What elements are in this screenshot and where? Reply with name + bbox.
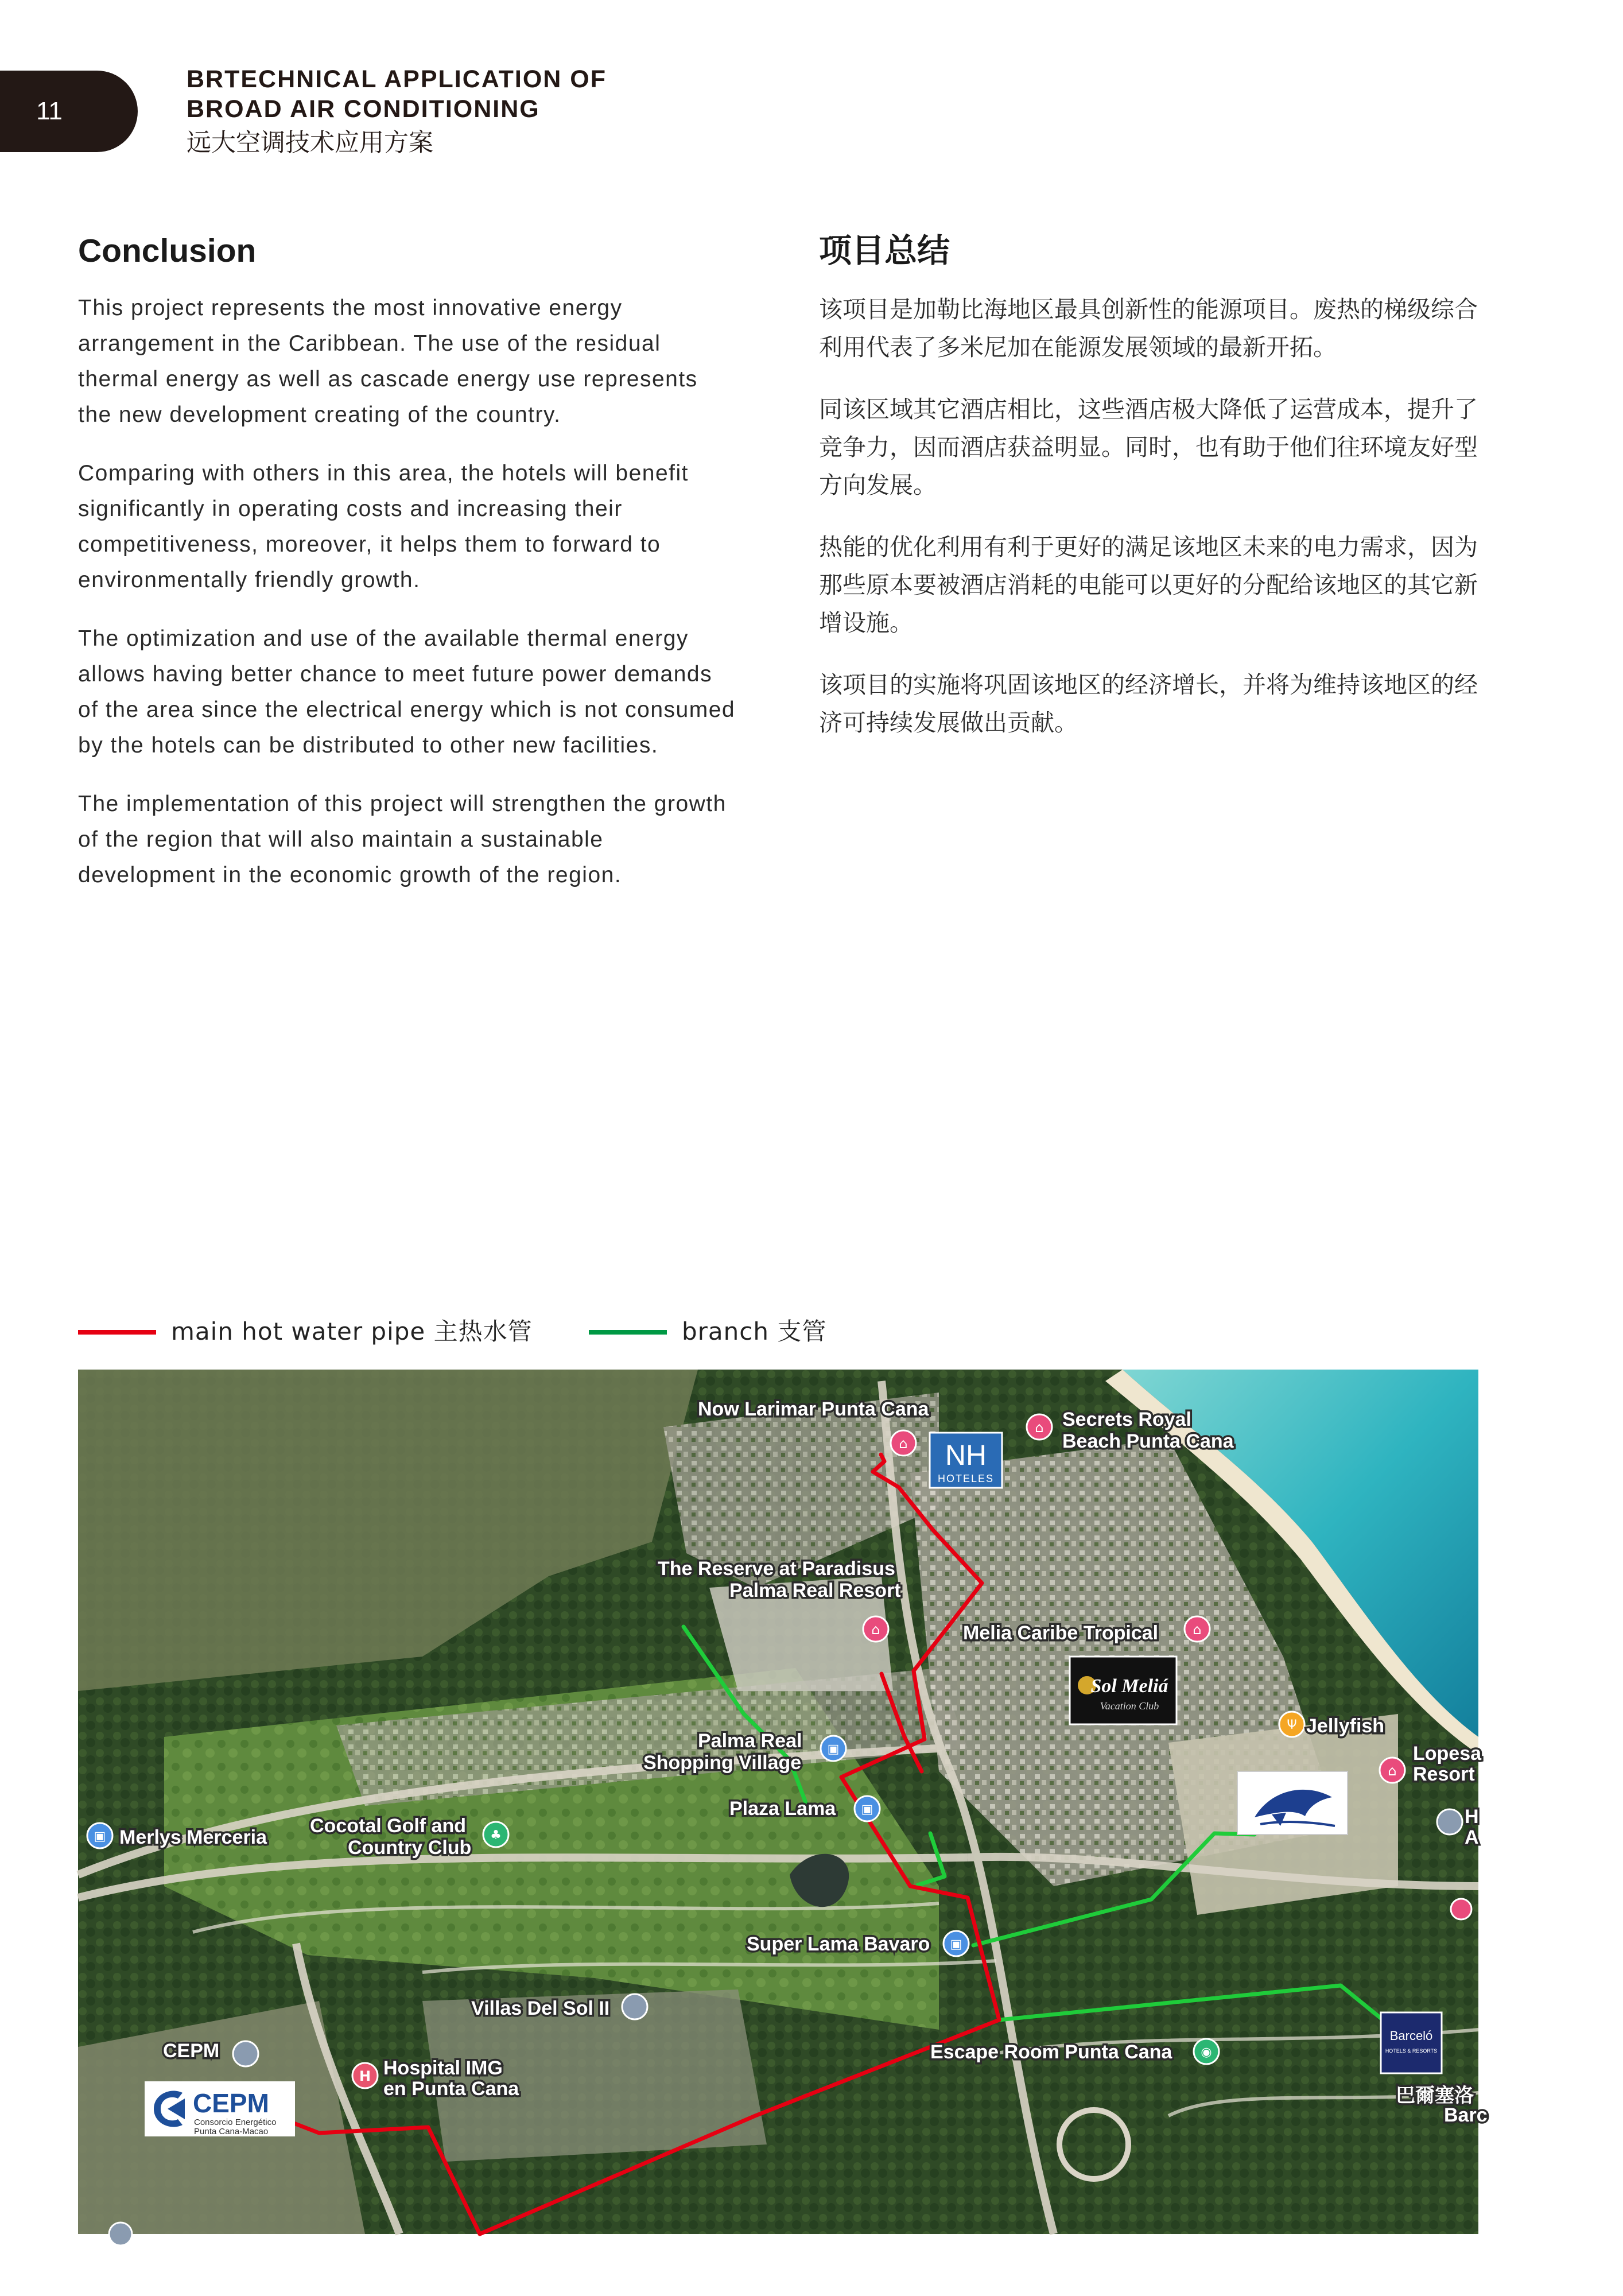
svg-text:◉: ◉ — [1201, 2045, 1212, 2060]
header-title-line-1: BRTECHNICAL APPLICATION OF — [187, 65, 607, 93]
map-label: A — [1465, 1826, 1479, 1848]
map-label: Beach Punta Cana — [1062, 1430, 1234, 1452]
place-pin-escape-room[interactable] — [1194, 2039, 1219, 2064]
chinese-paragraph: 该项目的实施将巩固该地区的经济增长，并将为维持该地区的经济可持续发展做出贡献。 — [819, 671, 1478, 736]
english-paragraph: This project represents the most innovative energy arrangement in the Caribbean. The use of the residual thermal energy as well as cascade energy use represents the new development creating of the country. — [78, 296, 698, 427]
english-paragraph: The optimization and use of the available thermal energy allows having better chance to meet future power demands of the area since the electrical energy which is not consumed by the hotels can be distributed to other new facilities. — [78, 626, 736, 758]
chinese-paragraph: 该项目是加勒比海地区最具创新性的能源项目。废热的梯级综合利用代表了多米尼加在能源发展领域的最新开拓。 — [819, 296, 1478, 361]
food-pin-jellyfish[interactable] — [1279, 1712, 1304, 1737]
map-label: Resort — [1413, 1763, 1475, 1785]
shop-pin-plaza-lama[interactable] — [855, 1796, 880, 1821]
svg-text:Ψ: Ψ — [1287, 1718, 1297, 1732]
page-number: 11 — [36, 97, 63, 125]
branch-pipe-swatch — [589, 1330, 667, 1335]
map-label: H — [1465, 1806, 1479, 1828]
map-label: Plaza Lama — [729, 1798, 836, 1820]
hotel-pin-now-larimar[interactable] — [891, 1430, 916, 1456]
english-paragraph: Comparing with others in this area, the hotels will benefit significantly in operating costs and increasing their competitiveness, moreover, it helps them to forward to environmentally friendly growth. — [78, 461, 689, 592]
place-pin-cepm[interactable] — [233, 2041, 258, 2066]
map-label: Lopesa — [1413, 1743, 1482, 1764]
map-label: Jellyfish — [1306, 1715, 1385, 1737]
map-label: en Punta Cana — [383, 2078, 519, 2100]
hotel-pin-edge[interactable] — [1451, 1899, 1471, 1919]
nh-logo-mark: NH — [945, 1439, 987, 1471]
jellyfish-logo — [1237, 1771, 1348, 1835]
svg-text:▣: ▣ — [827, 1742, 840, 1756]
map-label: Villas Del Sol II — [471, 1998, 610, 2019]
hotel-pin-reserve[interactable] — [863, 1616, 888, 1642]
cepm-logo-text: CEPM — [193, 2088, 269, 2118]
barcelo-logo-subtext: HOTELS & RESORTS — [1385, 2048, 1438, 2054]
svg-text:⌂: ⌂ — [1035, 1420, 1044, 1436]
cepm-logo-subtext: Consorcio Energético — [194, 2117, 277, 2127]
chinese-heading: 项目总结 — [819, 232, 950, 270]
satellite-map — [78, 1370, 1488, 2234]
english-paragraph: The implementation of this project will strengthen the growth of the region that will also maintain a sustainable development in the economic growth of the region. — [78, 792, 727, 887]
map-label: Palma Real — [698, 1730, 802, 1752]
svg-text:H: H — [359, 2068, 371, 2084]
legend-branch-label: branch 支管 — [682, 1317, 827, 1345]
header-title-chinese: 远大空调技术应用方案 — [187, 129, 433, 157]
chinese-paragraph: 热能的优化利用有利于更好的满足该地区未来的电力需求，因为那些原本要被酒店消耗的电能可以更好的分配给该地区的其它新增设施。 — [819, 533, 1478, 637]
map-label: Cocotal Golf and — [310, 1815, 466, 1837]
nh-logo-text: HOTELES — [937, 1473, 995, 1484]
conclusion-heading: Conclusion — [78, 232, 257, 269]
shop-pin-merlys[interactable] — [87, 1823, 112, 1848]
map-label: Melia Caribe Tropical — [963, 1622, 1159, 1644]
header-title-line-2: BROAD AIR CONDITIONING — [187, 95, 540, 123]
cepm-logo-subtext: Punta Cana-Macao — [194, 2127, 269, 2136]
main-pipe-swatch — [78, 1330, 156, 1335]
legend-main-label: main hot water pipe 主热水管 — [171, 1317, 533, 1345]
map-label: Hospital IMG — [383, 2057, 503, 2079]
map-label: Escape Room Punta Cana — [930, 2041, 1172, 2063]
medical-pin-hospital[interactable] — [352, 2063, 378, 2088]
map-label: Now Larimar Punta Cana — [698, 1398, 929, 1420]
chinese-paragraph: 同该区域其它酒店相比，这些酒店极大降低了运营成本，提升了竞争力，因而酒店获益明显。同时，也有助于他们往环境友好型方向发展。 — [819, 395, 1478, 499]
map-label: Barc — [1444, 2104, 1488, 2126]
hotel-pin-lopesan[interactable] — [1380, 1758, 1405, 1783]
map-label: The Reserve at Paradisus — [658, 1558, 895, 1580]
map-canvas — [78, 1370, 1488, 2234]
svg-text:⌂: ⌂ — [1193, 1622, 1202, 1638]
map-label: Super Lama Bavaro — [747, 1933, 930, 1955]
document-header — [187, 64, 607, 160]
place-pin-edge[interactable] — [1437, 1809, 1462, 1835]
sol-melia-logo-subtext: Vacation Club — [1100, 1700, 1159, 1712]
sol-melia-logo-text: Sol Meliá — [1090, 1676, 1168, 1697]
cepm-logo — [145, 2081, 295, 2136]
svg-text:⌂: ⌂ — [1388, 1763, 1397, 1779]
place-pin-bottom[interactable] — [109, 2223, 132, 2245]
hotel-pin-secrets[interactable] — [1027, 1414, 1052, 1440]
map-label: Country Club — [348, 1837, 472, 1859]
map-label: 巴爾塞洛 — [1396, 2084, 1474, 2107]
shop-pin-palma-real[interactable] — [821, 1736, 846, 1761]
svg-text:⌂: ⌂ — [871, 1622, 880, 1638]
chinese-column — [819, 231, 1490, 766]
map-label: Merlys Merceria — [119, 1826, 267, 1848]
barcelo-logo-text: Barceló — [1389, 2029, 1433, 2043]
map-label: Shopping Village — [643, 1752, 802, 1774]
svg-text:▣: ▣ — [94, 1829, 106, 1844]
nh-hoteles-logo — [930, 1433, 1002, 1488]
sol-melia-logo — [1070, 1657, 1177, 1724]
barcelo-logo — [1381, 2012, 1442, 2073]
park-pin-cocotal[interactable] — [483, 1822, 508, 1847]
svg-text:⌂: ⌂ — [899, 1436, 908, 1452]
place-pin-villas[interactable] — [622, 1994, 647, 2019]
shop-pin-super-lama[interactable] — [943, 1931, 969, 1956]
svg-text:▣: ▣ — [861, 1802, 873, 1817]
map-label: CEPM — [163, 2040, 220, 2062]
svg-text:▣: ▣ — [950, 1937, 962, 1952]
map-label: Secrets Royal — [1062, 1409, 1191, 1430]
hotel-pin-melia[interactable] — [1185, 1616, 1210, 1642]
english-column — [78, 231, 738, 916]
svg-text:♣: ♣ — [490, 1828, 502, 1843]
map-label: Palma Real Resort — [729, 1580, 901, 1601]
